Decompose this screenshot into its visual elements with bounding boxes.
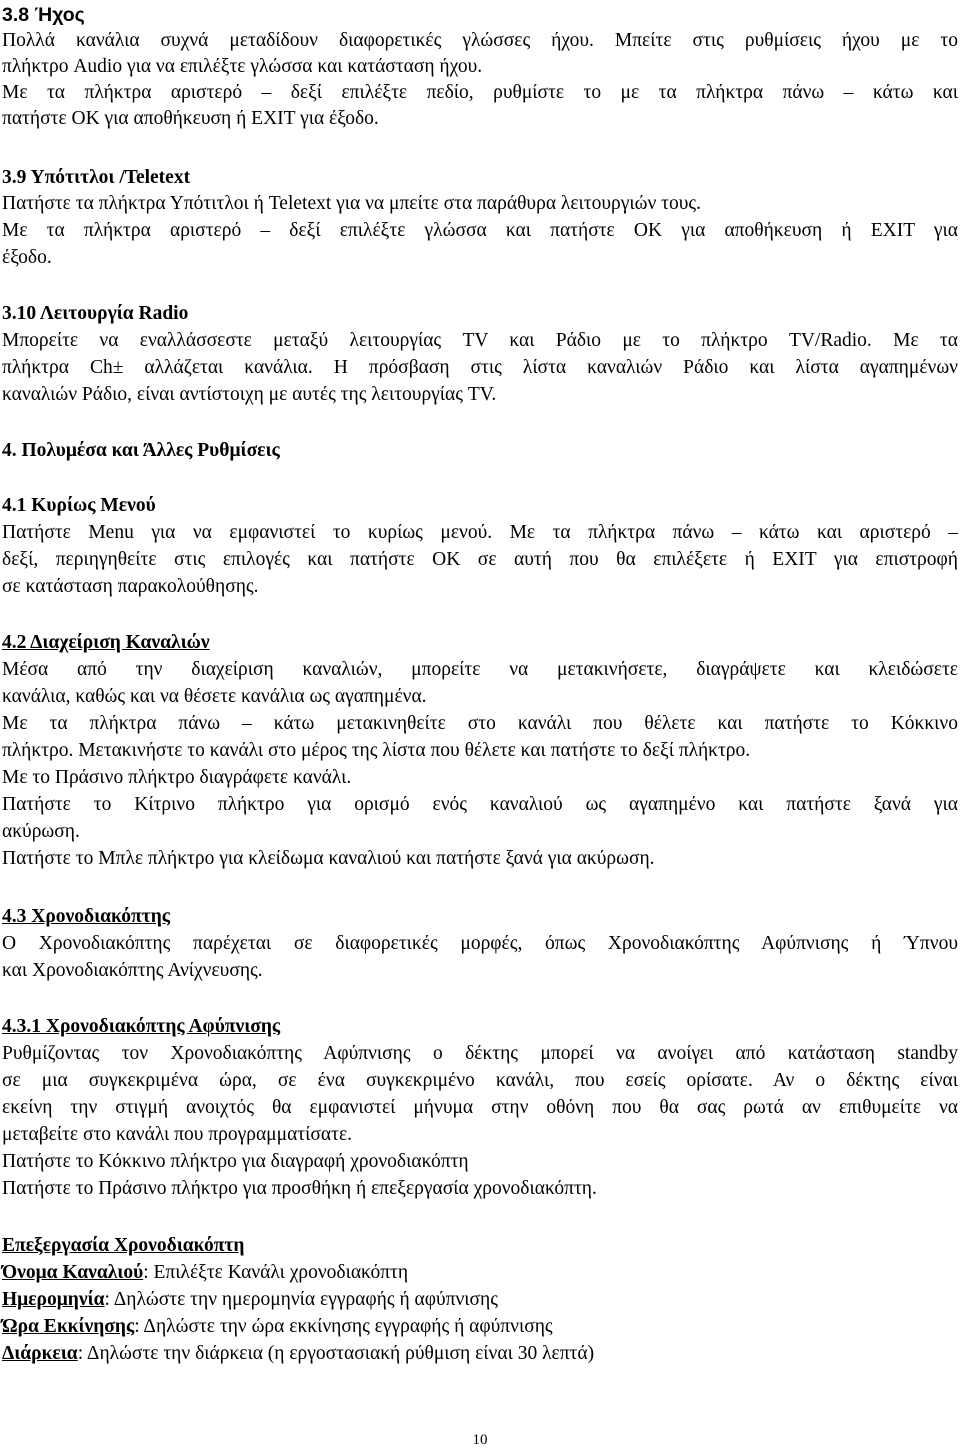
section-4-heading: 4. Πολυμέσα και Άλλες Ρυθμίσεις	[2, 440, 280, 461]
field-channel-name-label: Όνομα Καναλιού	[2, 1262, 144, 1283]
section-4-2-line-6: Πατήστε το Κίτρινο πλήκτρο για ορισμό ενός καναλιού ως αγαπημένο και πατήστε ξανά για	[2, 794, 958, 815]
section-3-8-line-1: Πολλά κανάλια συχνά μεταδίδουν διαφορετικές γλώσσες ήχου. Μπείτε στις ρυθμίσεις ήχου με το	[2, 30, 958, 51]
section-4-3-1-line-1: Ρυθμίζοντας τον Χρονοδιακόπτης Αφύπνισης ο δέκτης μπορεί να ανοίγει από κατάσταση standby	[2, 1043, 958, 1064]
section-4-3-1-line-3: εκείνη την στιγμή ανοιχτός θα εμφανιστεί μήνυμα στην οθόνη που θα σας ρωτά αν επιθυμείτε να	[2, 1097, 958, 1118]
section-3-8-line-4: πατήστε OK για αποθήκευση ή EXIT για έξοδο.	[2, 108, 379, 129]
field-start-time-label: Ώρα Εκκίνησης	[2, 1316, 135, 1337]
section-3-10-line-2: πλήκτρα Ch± αλλάζεται κανάλια. Η πρόσβαση στις λίστα καναλιών Ράδιο και λίστα αγαπημένων	[2, 357, 958, 378]
section-4-3-1-line-4: μεταβείτε στο κανάλι που προγραμματίσατε.	[2, 1124, 353, 1145]
section-3-8-line-3: Με τα πλήκτρα αριστερό – δεξί επιλέξτε πεδίο, ρυθμίστε το με τα πλήκτρα πάνω – κάτω και	[2, 82, 958, 103]
section-3-10-line-1: Μπορείτε να εναλλάσσεστε μεταξύ λειτουργίας TV και Ράδιο με το πλήκτρο TV/Radio. Με τα	[2, 330, 958, 351]
section-3-9-line-2: Με τα πλήκτρα αριστερό – δεξί επιλέξτε γλώσσα και πατήστε OK για αποθήκευση ή EXIT για	[2, 220, 958, 241]
section-4-3-1-line-5: Πατήστε το Κόκκινο πλήκτρο για διαγραφή χρονοδιακόπτη	[2, 1151, 469, 1172]
section-4-3-1-heading: 4.3.1 Χρονοδιακόπτης Αφύπνισης	[2, 1016, 281, 1037]
section-4-3-heading: 4.3 Χρονοδιακόπτης	[2, 906, 171, 927]
timer-edit-heading: Επεξεργασία Χρονοδιακόπτη	[2, 1235, 245, 1256]
section-4-2-line-7: ακύρωση.	[2, 821, 80, 842]
field-start-time-value: : Δηλώστε την ώρα εκκίνησης εγγραφής ή αφύπνισης	[134, 1316, 553, 1337]
section-3-10-heading: 3.10 Λειτουργία Radio	[2, 303, 189, 324]
section-4-2-line-2: κανάλια, καθώς και να θέσετε κανάλια ως αγαπημένα.	[2, 686, 427, 707]
field-date	[2, 1287, 958, 1313]
section-3-9-line-1: Πατήστε τα πλήκτρα Υπότιτλοι ή Teletext για να μπείτε στα παράθυρα λειτουργιών τους.	[2, 193, 702, 214]
section-4-2-line-4: πλήκτρο. Μετακινήστε το κανάλι στο μέρος της λίστα που θέλετε και πατήστε το δεξί πλήκτρο.	[2, 740, 751, 761]
field-channel-name	[2, 1260, 958, 1286]
section-4-2-line-8: Πατήστε το Μπλε πλήκτρο για κλείδωμα καναλιού και πατήστε ξανά για ακύρωση.	[2, 848, 655, 869]
section-4-3-line-2: και Χρονοδιακόπτης Ανίχνευσης.	[2, 960, 263, 981]
page-number: 10	[472, 1432, 488, 1448]
field-duration-value: : Δηλώστε την διάρκεια (η εργοστασιακή ρύθμιση είναι 30 λεπτά)	[77, 1343, 595, 1364]
field-start-time	[2, 1314, 958, 1340]
section-4-3-line-1: Ο Χρονοδιακόπτης παρέχεται σε διαφορετικές μορφές, όπως Χρονοδιακόπτης Αφύπνισης ή Ύπνου	[2, 933, 958, 954]
section-4-1-line-2: δεξί, περιηγηθείτε στις επιλογές και πατήστε OK σε αυτή που θα επιλέξετε ή EXIT για επιστροφή	[2, 549, 958, 570]
field-channel-name-value: : Επιλέξτε Κανάλι χρονοδιακόπτη	[143, 1262, 409, 1283]
section-4-3-1-line-6: Πατήστε το Πράσινο πλήκτρο για προσθήκη ή επεξεργασία χρονοδιακόπτη.	[2, 1178, 597, 1199]
section-4-2-line-5: Με το Πράσινο πλήκτρο διαγράφετε κανάλι.	[2, 767, 352, 788]
field-duration	[2, 1341, 958, 1367]
section-4-2-line-1: Μέσα από την διαχείριση καναλιών, μπορείτε να μετακινήσετε, διαγράψετε και κλειδώσετε	[2, 659, 958, 680]
field-date-value: : Δηλώστε την ημερομηνία εγγραφής ή αφύπνισης	[104, 1289, 498, 1310]
section-4-1-line-3: σε κατάσταση παρακολούθησης.	[2, 576, 259, 597]
section-4-1-heading: 4.1 Κυρίως Μενού	[2, 495, 156, 516]
section-3-10-line-3: καναλιών Ράδιο, είναι αντίστοιχη με αυτές της λειτουργίας TV.	[2, 384, 497, 405]
field-date-label: Ημερομηνία	[2, 1289, 105, 1310]
section-4-1-line-1: Πατήστε Menu για να εμφανιστεί το κυρίως μενού. Με τα πλήκτρα πάνω – κάτω και αριστερό –	[2, 522, 958, 543]
section-4-2-line-3: Με τα πλήκτρα πάνω – κάτω μετακινηθείτε στο κανάλι που θέλετε και πατήστε το Κόκκινο	[2, 713, 958, 734]
section-3-8-line-2: πλήκτρο Audio για να επιλέξτε γλώσσα και κατάσταση ήχου.	[2, 56, 483, 77]
section-3-9-heading: 3.9 Υπότιτλοι /Teletext	[2, 167, 191, 188]
section-3-9-line-3: έξοδο.	[2, 247, 52, 268]
section-4-3-1-line-2: σε μια συγκεκριμένα ώρα, σε ένα συγκεκριμένο κανάλι, που εσείς ορίσατε. Αν ο δέκτης είναι	[2, 1070, 958, 1091]
section-3-8-heading: 3.8 Ήχος	[2, 4, 85, 26]
field-duration-label: Διάρκεια	[2, 1343, 78, 1364]
section-4-2-heading: 4.2 Διαχείριση Καναλιών	[2, 632, 210, 653]
